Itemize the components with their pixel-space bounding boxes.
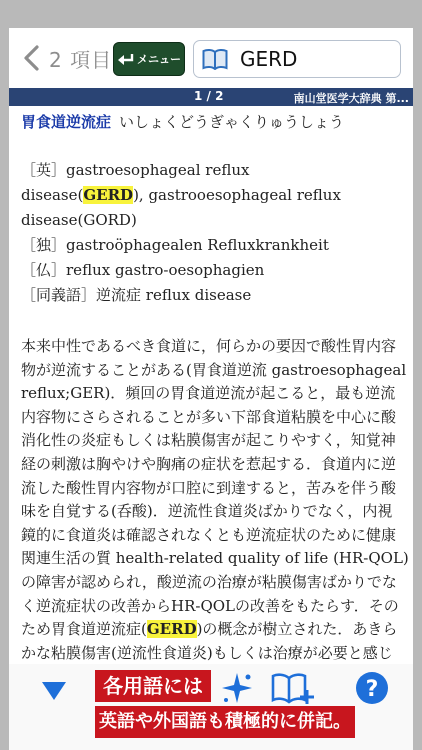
body-line: 関連生活の質 health-related quality of life (HR-QOL) (21, 549, 409, 568)
body-line: の障害が認められ，酸逆流の治療が粘膜傷害ばかりでな (21, 572, 397, 591)
french-line (21, 258, 411, 283)
search-input[interactable] (240, 47, 390, 71)
menu-button[interactable] (113, 42, 185, 76)
body-line: 本来中性であるべき食道に，何らかの要因で酸性胃内容 (21, 337, 397, 355)
english-term-2a: disease( (21, 186, 84, 204)
body-line: かな粘膜傷害(逆流性食道炎)もしくは治療が必要と感じ (21, 643, 393, 662)
down-arrow-icon[interactable] (39, 674, 69, 704)
body-line: 流した酸性胃内容物が口腔に到達すると，苦みを伴う酸 (21, 478, 397, 497)
body-line (21, 618, 411, 642)
translations (21, 158, 411, 308)
entry-body (21, 335, 411, 665)
book-add-icon[interactable] (271, 670, 315, 706)
body-line: 物が逆流することがある(胃食道逆流 gastroesophageal (21, 360, 407, 379)
german-line (21, 233, 411, 258)
body-text: )の概念が樹立された．あきら (196, 620, 398, 639)
menu-label: メニュー (137, 53, 181, 66)
search-box[interactable] (193, 40, 401, 78)
bottom-toolbar (9, 664, 413, 750)
german-label: ［独］ (21, 236, 67, 254)
headword: 胃食道逆流症 (21, 113, 112, 131)
headword-line (21, 110, 411, 135)
english-line-1 (21, 158, 411, 183)
reading: いしょくどうぎゃくりゅうしょう (119, 113, 345, 131)
french-label: ［仏］ (21, 261, 67, 279)
english-term-1: gastroesophageal reflux (66, 161, 250, 179)
english-line-3: disease(GORD) (21, 211, 137, 229)
synonym-line (21, 283, 411, 308)
dictionary-name: 南山堂医学大辞典 第... (293, 92, 409, 105)
synonym-term: 逆流症 reflux disease (96, 286, 252, 304)
entry-content (21, 110, 411, 665)
promo-line-1: 各用語には (95, 670, 211, 702)
body-line: 経の刺激は胸やけや胸痛の症状を惹起する．食道内に逆 (21, 454, 397, 473)
return-arrow-icon (117, 52, 135, 66)
status-bar (9, 88, 413, 106)
svg-text:?: ? (365, 677, 379, 702)
app-window (9, 28, 413, 750)
english-line-2 (21, 183, 411, 208)
english-term-2b: ), gastrooesophageal reflux (133, 186, 341, 204)
body-line: 消化性の炎症もしくは粘膜傷害が起こりやすく，知覚神 (21, 431, 396, 450)
promo-line-2: 英語や外国語も積極的に併記。 (95, 706, 355, 738)
body-text: ため胃食道逆流症( (21, 620, 147, 639)
body-line: 鏡的に食道炎は確認されなくとも逆流症状のために健康 (21, 525, 397, 544)
book-icon[interactable] (202, 48, 228, 70)
synonym-label: ［同義語］ (21, 286, 97, 304)
body-line: 内容物にさらされることが多い下部食道粘膜を中心に酸 (21, 407, 397, 426)
body-line: 味を自覚する(呑酸)．逆流性食道炎ばかりでなく，内視 (21, 502, 393, 521)
help-icon[interactable] (354, 670, 390, 706)
german-term: gastroöphagealen Refluxkrankheit (66, 236, 329, 254)
english-label: ［英］ (21, 161, 67, 179)
sparkle-icon[interactable] (219, 670, 255, 706)
page-indicator: 1 / 2 (194, 89, 224, 103)
body-line: reflux;GER)．頻回の胃食道逆流が起こると，最も逆流 (21, 384, 396, 403)
chevron-left-icon (21, 44, 43, 72)
back-label: 2 項目 (49, 47, 113, 72)
gerd-highlight[interactable]: GERD (83, 186, 134, 204)
back-button[interactable] (21, 44, 112, 72)
french-term: reflux gastro-oesophagien (66, 261, 265, 279)
top-toolbar (9, 28, 413, 86)
body-line: く逆流症状の改善からHR-QOLの改善をもたらす．その (21, 596, 399, 615)
gerd-highlight[interactable]: GERD (146, 620, 197, 639)
